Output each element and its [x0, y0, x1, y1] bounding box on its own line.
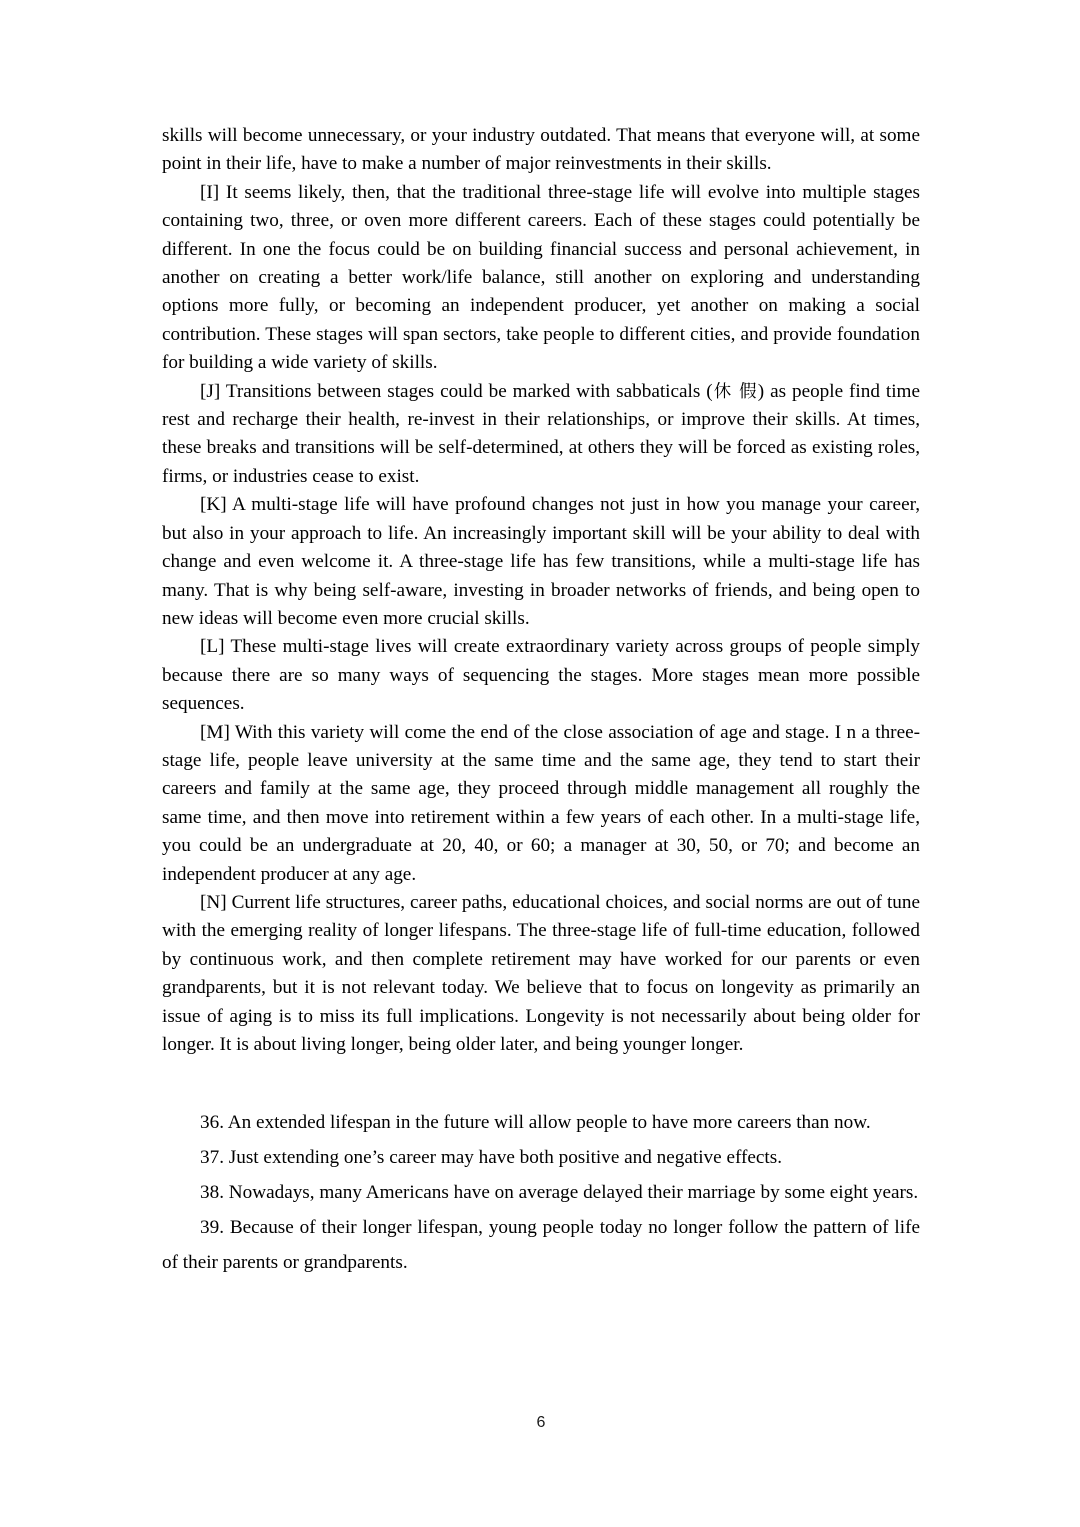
paragraph-I: [I] It seems likely, then, that the traditional three-stage life will evolve into multiple stages containing two, three, or oven more different careers. Each of these stages could potentially be different. In one the focus could be on building financial success and personal achievement, in another on creating a better work/life balance, still another on exploring and understanding options more fully, or becoming an independent producer, yet another on making a social contribution. These stages will span sectors, take people to different cities, and provide foundation for building a wide variety of skills. — [162, 181, 920, 374]
question-item-37: 37. Just extending one’s career may have both positive and negative effects. — [200, 1147, 783, 1169]
text-column — [162, 122, 920, 1280]
section-spacer — [162, 1059, 920, 1105]
paragraph-K: [K] A multi-stage life will have profound changes not just in how you manage your career, but also in your approach to life. An increasingly important skill will be your ability to deal with change and even welcome it. A three-stage life has few transitions, while a multi-stage life has many. That is why being self-aware, investing in broader networks of friends, and being open to new ideas will become even more crucial skills. — [162, 494, 920, 629]
paragraph-J-cjk-term: 休 假 — [712, 381, 758, 402]
paragraph-J-text-after: ) as people find time rest and recharge their health, re-invest in their relationships, or improve their skills. At times, these breaks and transitions will be self-determined, at others they will be forced as existing roles, firms, or industries cease to exist. — [162, 380, 920, 487]
question-item-36: 36. An extended lifespan in the future will allow people to have more careers than now. — [200, 1112, 871, 1134]
paragraph-J — [162, 378, 920, 492]
questions-list — [162, 1105, 920, 1280]
paragraph-continuation: skills will become unnecessary, or your industry outdated. That means that everyone will, at some point in their life, have to make a number of major reinvestments in their skills. — [162, 125, 920, 175]
paragraph-L: [L] These multi-stage lives will create extraordinary variety across groups of people simply because there are so many ways of sequencing the stages. More stages mean more possible sequences. — [162, 636, 920, 715]
passage-body — [162, 122, 920, 1059]
paragraph-M: [M] With this variety will come the end of the close association of age and stage. I n a three-stage life, people leave university at the same time and the same age, they tend to start their careers and family at the same age, they proceed through middle management all roughly the same time, and then move into retirement within a few years of each other. In a multi-stage life, you could be an undergraduate at 20, 40, or 60; a manager at 30, 50, or 70; and become an independent producer at any age. — [162, 721, 920, 885]
paragraph-N: [N] Current life structures, career paths, educational choices, and social norms are out of tune with the emerging reality of longer lifespans. The three-stage life of full-time education, followed by continuous work, and then complete retirement may have worked for our parents or even grandparents, but it is not relevant today. We believe that to focus on longevity as primarily an issue of aging is to miss its full implications. Longevity is not necessarily about being older for longer. It is about living longer, being older later, and being younger longer. — [162, 891, 920, 1055]
question-item-38: 38. Nowadays, many Americans have on average delayed their marriage by some eight years. — [200, 1182, 919, 1204]
question-item-39: 39. Because of their longer lifespan, young people today no longer follow the pattern of life of their parents or grandparents. — [162, 1217, 920, 1274]
page-number: 6 — [536, 1414, 546, 1431]
paragraph-J-text-before: [J] Transitions between stages could be marked with sabbaticals ( — [200, 380, 713, 402]
